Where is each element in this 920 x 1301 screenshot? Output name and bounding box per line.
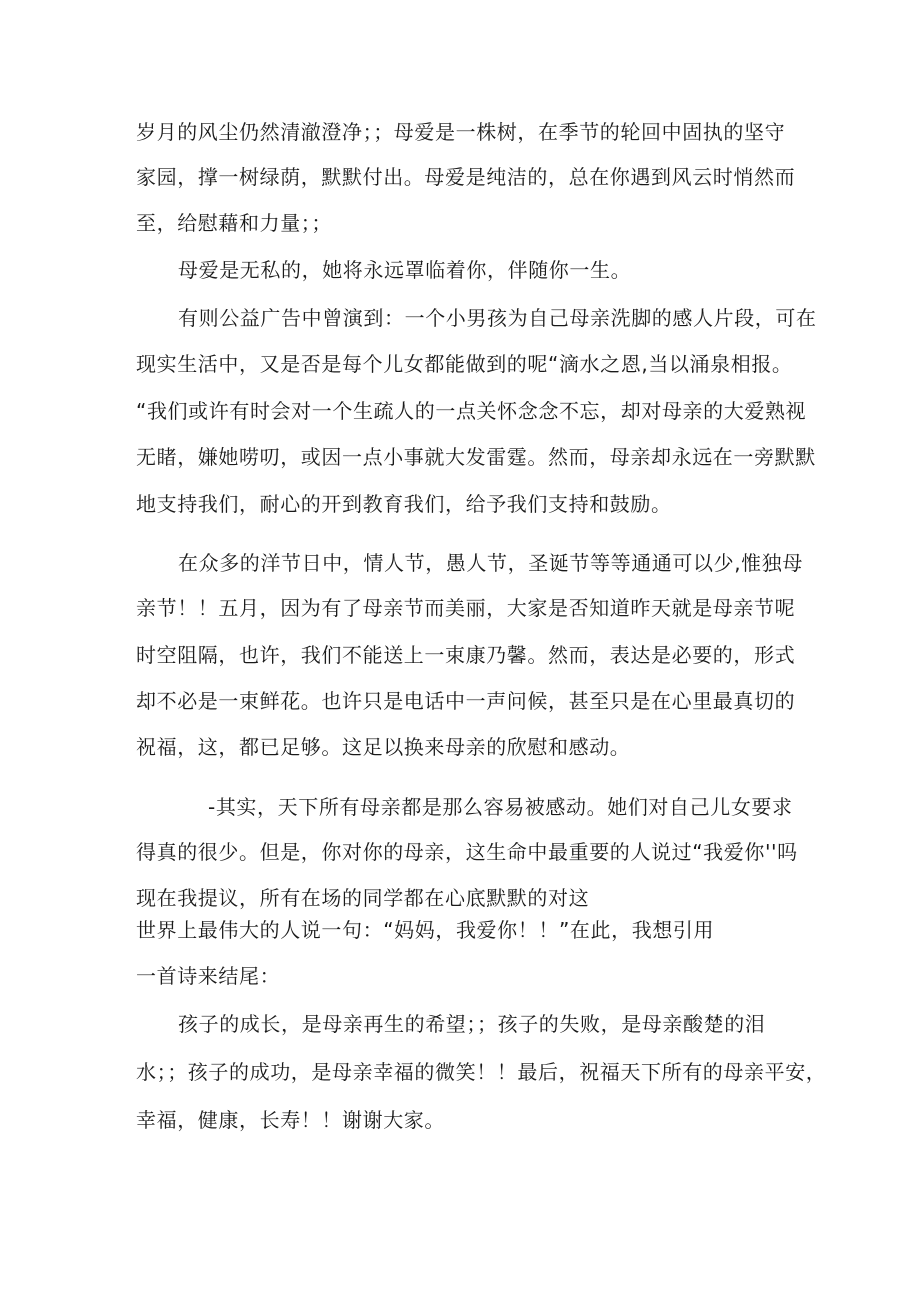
text-line: 有则公益广告中曾演到：一个小男孩为自己母亲洗脚的感人片段，可在: [178, 306, 817, 330]
text-line: 亲节！！五月，因为有了母亲节而美丽，大家是否知道昨天就是母亲节呢: [136, 596, 796, 620]
text-line: 一首诗来结尾：: [136, 964, 281, 988]
text-line: “我们或许有时会对一个生疏人的一点关怀念念不忘，却对母亲的大爱熟视: [136, 399, 807, 423]
text-line: 至，给慰藉和力量；；: [136, 211, 332, 235]
text-line: -其实，天下所有母亲都是那么容易被感动。她们对自己儿女要求: [208, 795, 793, 819]
text-line: 幸福，健康，长寿！！谢谢大家。: [136, 1108, 445, 1132]
text-line: 现在我提议，所有在场的同学都在心底默默的对这: [136, 886, 590, 910]
text-line: 在众多的洋节日中，情人节，愚人节，圣诞节等等通通可以少,惟独母: [178, 551, 803, 575]
text-line: 水；；孩子的成功，是母亲幸福的微笑！！最后，祝福天下所有的母亲平安，: [136, 1060, 827, 1084]
text-line: 岁月的风尘仍然清澈澄净；；母爱是一株树，在季节的轮回中固执的坚守: [136, 120, 786, 144]
text-line: 时空阻隔，也许，我们不能送上一束康乃馨。然而，表达是必要的，形式: [136, 643, 796, 667]
text-line: 得真的很少。但是，你对你的母亲，这生命中最重要的人说过“我爱你''吗: [136, 840, 798, 864]
text-line: 地支持我们，耐心的开到教育我们，给予我们支持和鼓励。: [136, 492, 672, 516]
text-line: 家园，撑一树绿荫，默默付出。母爱是纯洁的，总在你遇到风云时悄然而: [136, 165, 796, 189]
text-line: 无睹，嫌她唠叨，或因一点小事就大发雷霆。然而，母亲却永远在一旁默默: [136, 445, 816, 469]
text-line: 祝福，这，都已足够。这足以换来母亲的欣慰和感动。: [136, 735, 631, 759]
text-line: 现实生活中，又是否是每个儿女都能做到的呢“滴水之恩,当以涌泉相报。: [136, 352, 793, 376]
text-line: 孩子的成长，是母亲再生的希望；；孩子的失败，是母亲酸楚的泪: [178, 1012, 766, 1036]
text-line: 母爱是无私的，她将永远罩临着你，伴随你一生。: [178, 258, 632, 282]
text-line: 却不必是一束鲜花。也许只是电话中一声问候，甚至只是在心里最真切的: [136, 689, 796, 713]
text-line: 世界上最伟大的人说一句：“妈妈，我爱你！！”在此，我想引用: [136, 918, 715, 942]
